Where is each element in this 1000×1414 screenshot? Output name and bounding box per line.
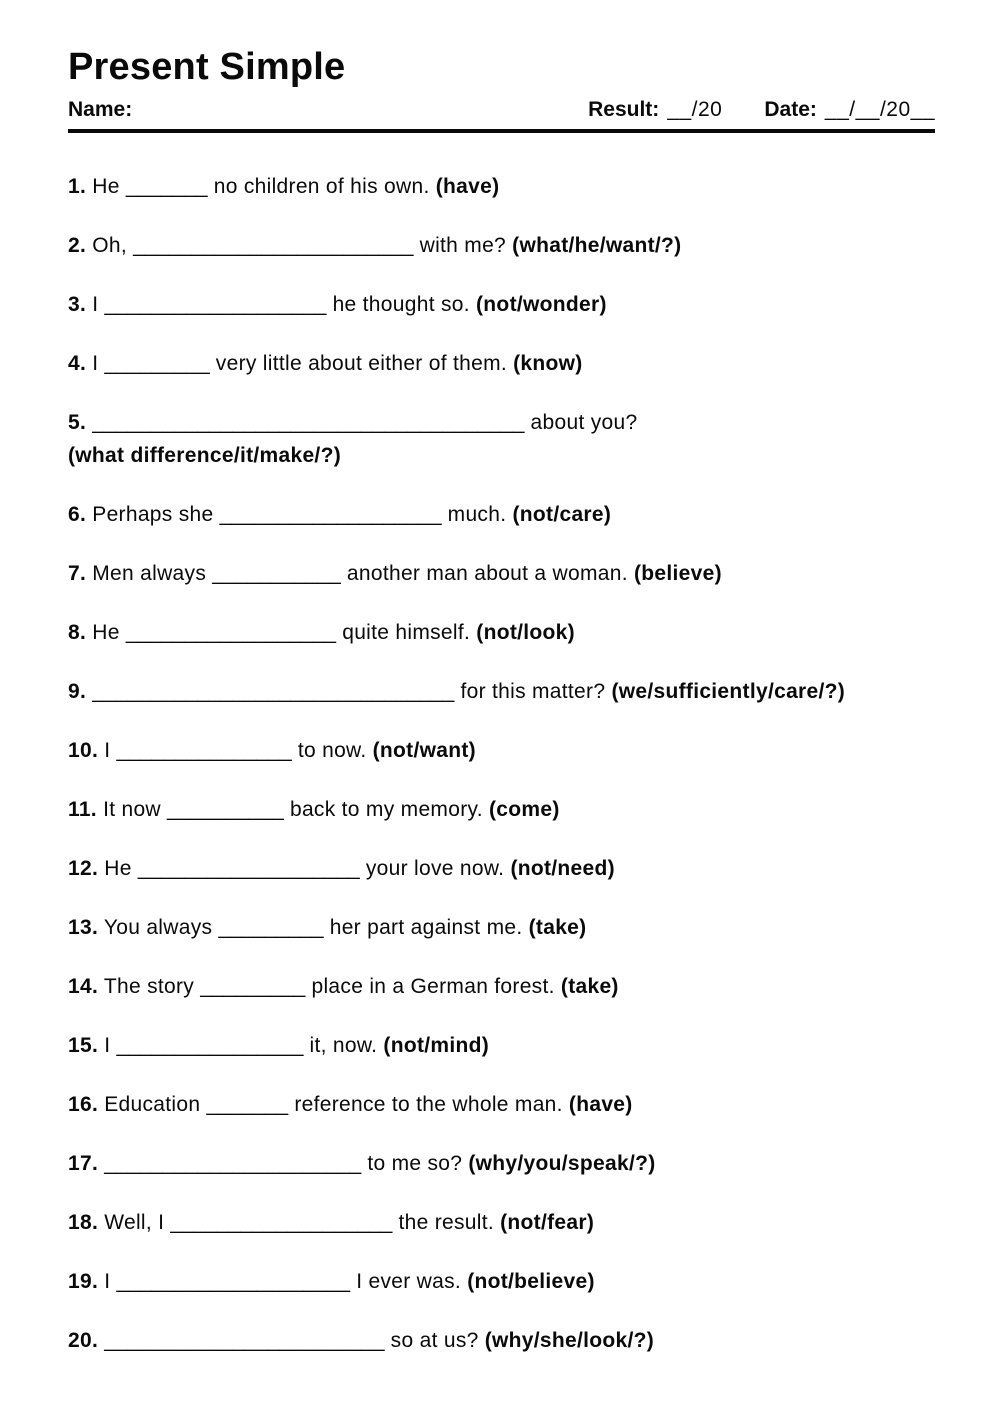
question-item	[68, 793, 935, 826]
answer-blank[interactable]: _______________________________	[92, 679, 455, 703]
verb-hint: (not/need)	[510, 856, 615, 880]
question-text-after-blank: to me so?	[361, 1151, 469, 1175]
result-value[interactable]: __/20	[667, 97, 723, 121]
question-number: 16.	[68, 1092, 99, 1116]
question-text-after-blank: much.	[441, 502, 513, 526]
question-item	[68, 1147, 935, 1180]
verb-hint: (believe)	[634, 561, 722, 585]
question-number: 9.	[68, 679, 87, 703]
result-date-group	[588, 98, 935, 122]
question-text-before-blank: Men always	[86, 561, 213, 585]
question-text-after-blank: the result.	[392, 1210, 501, 1234]
question-number: 3.	[68, 292, 87, 316]
answer-blank[interactable]: ________________________	[133, 233, 414, 257]
question-number: 15.	[68, 1033, 99, 1057]
answer-blank[interactable]: ________________	[116, 1033, 304, 1057]
question-text-after-blank: very little about either of them.	[209, 351, 514, 375]
question-item	[68, 498, 935, 531]
question-number: 11.	[68, 797, 97, 821]
question-text-before-blank: Oh,	[86, 233, 134, 257]
questions-list	[68, 170, 935, 1357]
question-number: 12.	[68, 856, 99, 880]
answer-blank[interactable]: _______	[206, 1092, 289, 1116]
question-text-after-blank: reference to the whole man.	[288, 1092, 569, 1116]
question-number: 1.	[68, 174, 87, 198]
question-text-before-blank: I	[98, 738, 117, 762]
question-text-before-blank: I	[98, 1033, 117, 1057]
answer-blank[interactable]: _______________	[116, 738, 292, 762]
verb-hint: (take)	[528, 915, 587, 939]
question-text-before-blank: He	[86, 620, 126, 644]
question-item	[68, 1029, 935, 1062]
question-number: 5.	[68, 410, 87, 434]
answer-blank[interactable]: _________	[218, 915, 324, 939]
verb-hint: (not/fear)	[500, 1210, 595, 1234]
answer-blank[interactable]: _________	[200, 974, 306, 998]
question-number: 19.	[68, 1269, 99, 1293]
question-text-before-blank: I	[86, 351, 105, 375]
question-text-before-blank: Education	[98, 1092, 207, 1116]
answer-blank[interactable]: ___________________	[219, 502, 442, 526]
question-text-after-blank: your love now.	[359, 856, 511, 880]
question-number: 2.	[68, 233, 87, 257]
date-label: Date:	[764, 97, 817, 121]
date-value[interactable]: __/__/20__	[824, 97, 935, 121]
question-text-after-blank: quite himself.	[336, 620, 477, 644]
verb-hint: (not/wonder)	[476, 292, 607, 316]
question-item	[68, 1088, 935, 1121]
question-text-after-blank: it, now.	[303, 1033, 384, 1057]
question-text-after-blank: another man about a woman.	[340, 561, 635, 585]
question-number: 8.	[68, 620, 87, 644]
verb-hint: (have)	[435, 174, 500, 198]
verb-hint: (know)	[513, 351, 583, 375]
name-label: Name:	[68, 97, 133, 121]
verb-hint: (have)	[568, 1092, 633, 1116]
question-item	[68, 229, 935, 262]
question-item	[68, 406, 935, 472]
question-number: 17.	[68, 1151, 99, 1175]
verb-hint: (not/mind)	[383, 1033, 490, 1057]
question-item	[68, 170, 935, 203]
question-item	[68, 288, 935, 321]
question-item	[68, 1265, 935, 1298]
question-number: 6.	[68, 502, 87, 526]
question-text-before-blank: You always	[98, 915, 219, 939]
question-text-after-blank: so at us?	[384, 1328, 485, 1352]
question-item	[68, 852, 935, 885]
question-text-before-blank: It now	[96, 797, 168, 821]
question-text-before-blank: I	[86, 292, 105, 316]
question-text-after-blank: no children of his own.	[207, 174, 436, 198]
question-item	[68, 557, 935, 590]
question-number: 7.	[68, 561, 87, 585]
answer-blank[interactable]: __________	[167, 797, 284, 821]
question-number: 10.	[68, 738, 99, 762]
answer-blank[interactable]: _________	[104, 351, 210, 375]
question-text-before-blank: Perhaps she	[86, 502, 220, 526]
question-text-before-blank: The story	[98, 974, 201, 998]
answer-blank[interactable]: ___________________	[170, 1210, 393, 1234]
question-text-after-blank: with me?	[413, 233, 513, 257]
question-text-after-blank: I ever was.	[350, 1269, 468, 1293]
question-text-after-blank: place in a German forest.	[305, 974, 561, 998]
date-field	[764, 98, 935, 122]
question-item	[68, 1206, 935, 1239]
name-field	[68, 98, 588, 122]
name-input-area[interactable]	[132, 98, 588, 122]
answer-blank[interactable]: _______	[125, 174, 208, 198]
verb-hint: (why/you/speak/?)	[468, 1151, 656, 1175]
verb-hint: (come)	[489, 797, 560, 821]
question-text-before-blank: He	[98, 856, 138, 880]
result-label: Result:	[588, 97, 660, 121]
answer-blank[interactable]: ___________________	[104, 292, 327, 316]
answer-blank[interactable]: _____________________________________	[92, 410, 525, 434]
verb-hint: (not/look)	[476, 620, 575, 644]
answer-blank[interactable]: ____________________	[116, 1269, 351, 1293]
answer-blank[interactable]: ___________________	[137, 856, 360, 880]
question-text-after-blank: about you?	[524, 410, 638, 434]
question-number: 13.	[68, 915, 99, 939]
question-text-before-blank: He	[86, 174, 126, 198]
question-text-after-blank: for this matter?	[454, 679, 612, 703]
question-text-before-blank: I	[98, 1269, 117, 1293]
question-item	[68, 970, 935, 1003]
verb-hint: (we/sufficiently/care/?)	[611, 679, 846, 703]
verb-hint: (not/believe)	[467, 1269, 595, 1293]
question-number: 14.	[68, 974, 99, 998]
question-text-before-blank: Well, I	[98, 1210, 171, 1234]
question-item	[68, 911, 935, 944]
question-text-after-blank: to now.	[291, 738, 373, 762]
question-item	[68, 675, 935, 708]
page-title: Present Simple	[68, 46, 346, 88]
verb-hint: (why/she/look/?)	[484, 1328, 655, 1352]
answer-blank[interactable]: __________________	[125, 620, 337, 644]
header-fields-row	[68, 98, 935, 122]
verb-hint: (take)	[560, 974, 619, 998]
question-item	[68, 616, 935, 649]
question-text-after-blank: her part against me.	[323, 915, 529, 939]
question-number: 18.	[68, 1210, 99, 1234]
verb-hint: (not/care)	[512, 502, 612, 526]
answer-blank[interactable]: ________________________	[104, 1328, 385, 1352]
question-item	[68, 734, 935, 767]
answer-blank[interactable]: ___________	[212, 561, 341, 585]
header-divider-line	[68, 129, 935, 133]
question-number: 4.	[68, 351, 87, 375]
question-text-after-blank: he thought so.	[326, 292, 477, 316]
verb-hint: (not/want)	[372, 738, 476, 762]
result-field	[588, 98, 722, 122]
answer-blank[interactable]: ______________________	[104, 1151, 362, 1175]
verb-hint: (what/he/want/?)	[512, 233, 682, 257]
question-number: 20.	[68, 1328, 99, 1352]
question-item	[68, 1324, 935, 1357]
question-item	[68, 347, 935, 380]
verb-hint: (what difference/it/make/?)	[68, 443, 341, 467]
question-text-after-blank: back to my memory.	[283, 797, 489, 821]
